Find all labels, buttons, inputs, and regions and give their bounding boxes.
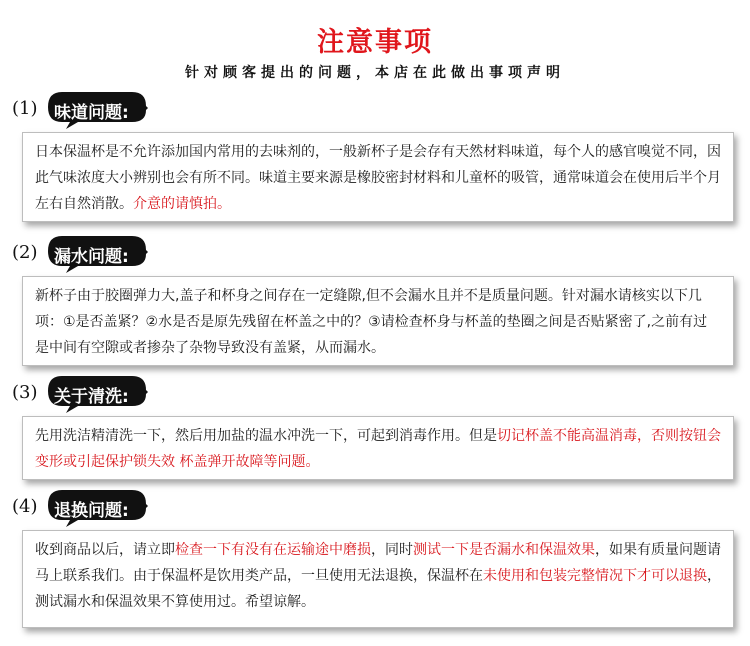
section-3-label: 关于清洗:	[54, 387, 129, 407]
section-3-text: 先用洗洁精清洗一下，然后用加盐的温水冲洗一下，可起到消毒作用。但是	[35, 428, 497, 444]
section-2-heading	[12, 236, 152, 268]
section-4-text-2: ，同时	[371, 542, 413, 558]
section-2-box	[22, 276, 734, 366]
section-3-warning: 切记杯盖不能高温消毒，否则按钮会变形或引起保护锁失效 杯盖弹开故障等问题。	[35, 428, 721, 470]
section-1-number: (1)	[12, 98, 38, 119]
section-3-box	[22, 416, 734, 480]
section-4-label: 退换问题:	[54, 501, 129, 521]
section-1-text: 日本保温杯是不允许添加国内常用的去味剂的，一般新杯子是会存有天然材料味道，每个人的感官嗅觉不同，因此气味浓度大小辨别也会有所不同。味道主要来源是橡胶密封材料和儿童杯的吸管，通常味道会在使用后半个月左右自然消散。	[35, 144, 721, 212]
section-1-box	[22, 132, 734, 222]
section-4-highlight-3: 未使用和包装完整情况下才可以退换	[483, 568, 707, 584]
section-4-text-3: ，如果有质量问题请马上联系我们。由于保温杯是饮用类产品，一旦使用无法退换，保温杯在	[35, 542, 721, 584]
section-2-number: (2)	[12, 242, 38, 263]
section-1-label: 味道问题:	[54, 103, 129, 123]
section-1-warning: 介意的请慎拍。	[133, 196, 231, 212]
section-3-number: (3)	[12, 382, 38, 403]
section-4-number: (4)	[12, 496, 38, 517]
section-4-highlight-1: 检查一下有没有在运输途中磨损	[175, 542, 371, 558]
page-subtitle: 针对顾客提出的问题，本店在此做出事项声明	[185, 65, 565, 81]
section-4-text-4: ，测试漏水和保温效果不算使用过。希望谅解。	[35, 568, 721, 610]
section-4-heading	[12, 490, 152, 522]
section-2-text: 新杯子由于胶圈弹力大,盖子和杯身之间存在一定缝隙,但不会漏水且并不是质量问题。针对漏水请核实以下几项：①是否盖紧？②水是否是原先残留在杯盖之中的？③请检查杯身与杯盖的垫圈之间是否贴紧密了,之前有过是中间有空隙或者掺杂了杂物导致没有盖紧，从而漏水。	[35, 288, 708, 356]
section-3-heading	[12, 376, 152, 408]
page-title: 注意事项	[317, 27, 433, 58]
section-4-highlight-2: 测试一下是否漏水和保温效果	[413, 542, 595, 558]
section-4-text-1: 收到商品以后，请立即	[35, 542, 175, 558]
section-4-box	[22, 530, 734, 628]
section-1-heading	[12, 92, 152, 124]
section-2-label: 漏水问题:	[54, 247, 129, 267]
